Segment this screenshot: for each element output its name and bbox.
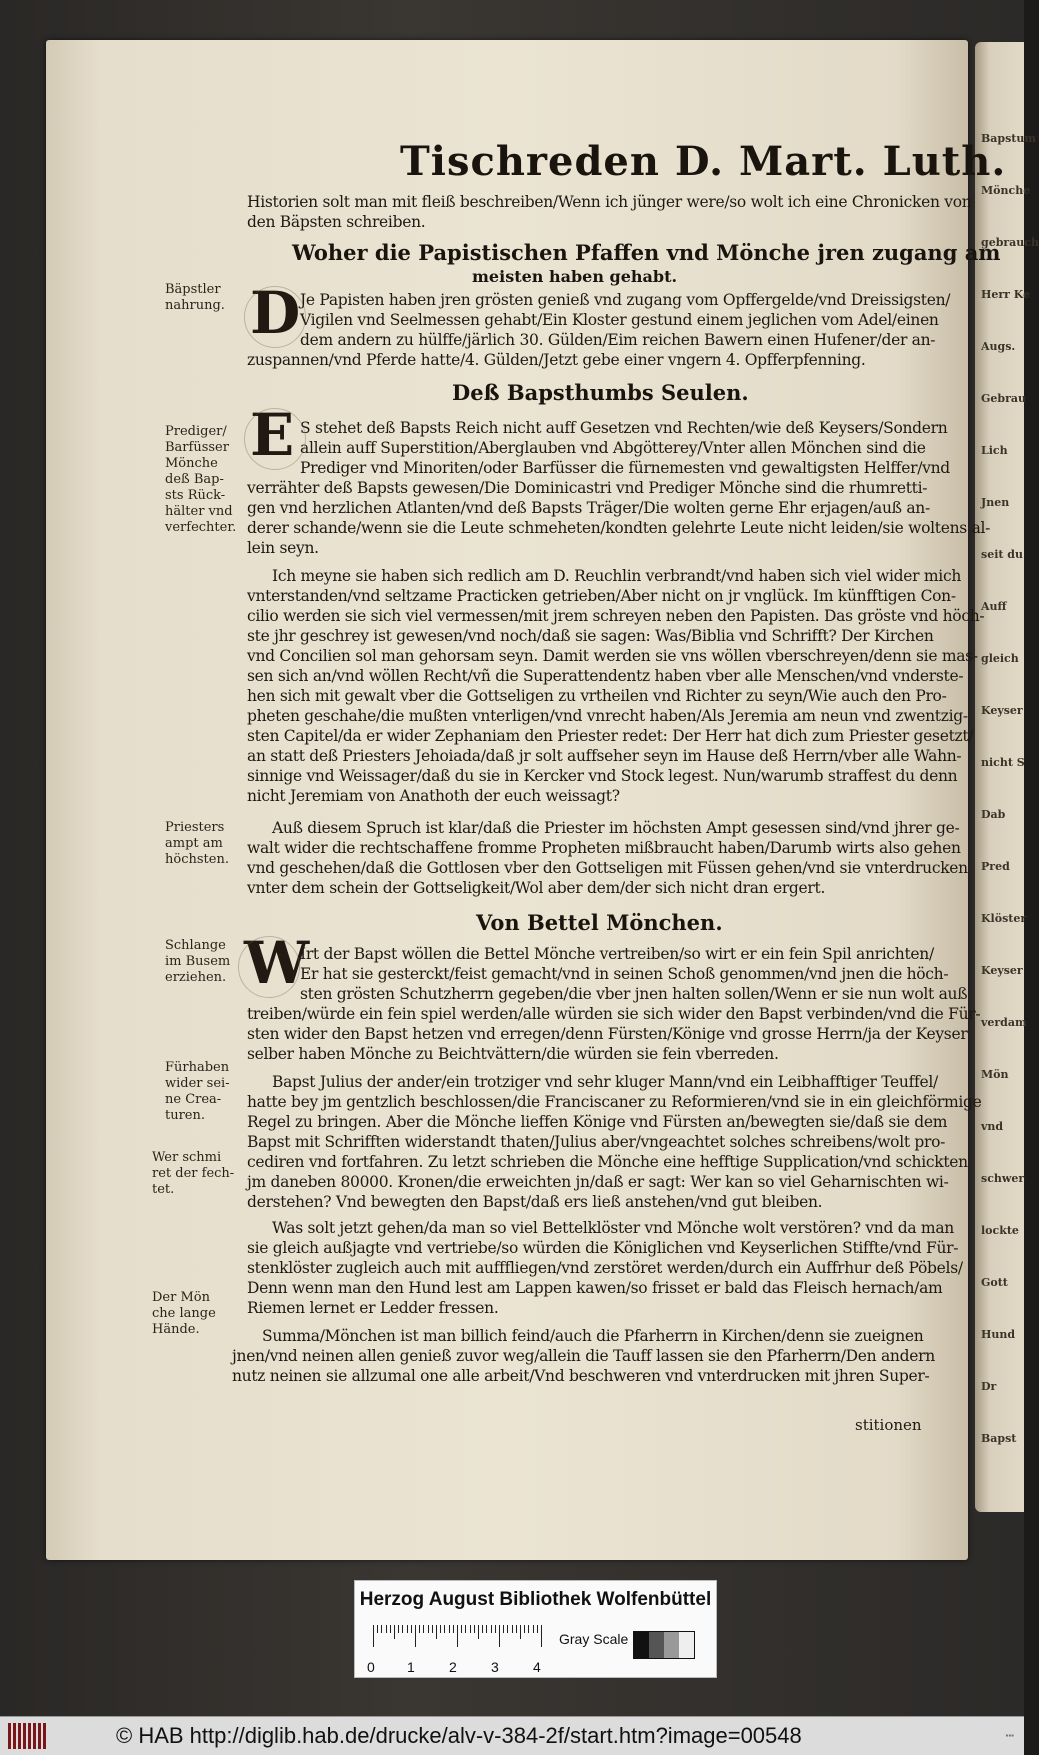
ruler-number: 4: [533, 1659, 541, 1675]
margin-note-line: Priesters: [165, 820, 225, 835]
adjacent-page-fragment: Dr: [981, 1380, 997, 1393]
ruler-tick: [524, 1625, 525, 1633]
adjacent-page-fragment: gleich: [981, 652, 1019, 665]
footer-dots: ▪▪▪: [1005, 1731, 1014, 1740]
text-line: zuspannen/vnd Pferde hatte/4. Gülden/Jetzt gebe einer vngern 4. Opfferpfenning.: [247, 351, 866, 369]
adjacent-page-fragment: Herr Ke: [981, 288, 1031, 301]
adjacent-page-fragment: Mönche: [981, 184, 1031, 197]
text-line: an statt deß Priesters Jehoiada/daß jr solt auffseher seyn im Hause deß Herrn/vber alle Wahn-: [247, 747, 962, 765]
ruler-tick: [407, 1625, 408, 1633]
ruler-tick: [499, 1625, 500, 1647]
text-line: nutz neinen sie allzumal one alle arbeit/Vnd beschweren vnd vnterdrucken mit jhren Super-: [232, 1367, 930, 1385]
text-line: cilio werden sie sich viel vermessen/mit jrem schreyen neben den Papisten. Das gröste vnd höch-: [247, 607, 985, 625]
text-line: sinnige vnd Weissager/daß du sie in Kercker vnd Stock legest. Nun/warumb straffest du denn: [247, 767, 958, 785]
text-line: jm daneben 80000. Kronen/die erweichten jn/daß er sagt: Wer kan so viel Geharnischten wi-: [247, 1173, 949, 1191]
ruler-tick: [398, 1625, 399, 1633]
text-line: Regel zu bringen. Aber die Mönche lieffen Könige vnd Fürsten an/bewegten sie/daß sie dem: [247, 1113, 948, 1131]
adjacent-page-fragment: Jnen: [981, 496, 1010, 509]
ruler-tick: [390, 1625, 391, 1633]
margin-note-line: höchsten.: [165, 852, 229, 867]
adjacent-page-fragment: lockte: [981, 1224, 1019, 1237]
ruler-tick: [377, 1625, 378, 1633]
text-line: lein seyn.: [247, 539, 319, 557]
adjacent-page-fragment: vnd: [981, 1120, 1004, 1133]
text-line: Bapst Julius der ander/ein trotziger vnd sehr kluger Mann/vnd ein Leibhafftiger Teuffel/: [272, 1073, 938, 1091]
margin-note-line: ret der fech-: [152, 1166, 235, 1181]
ruler-tick: [533, 1625, 534, 1633]
ruler-tick: [453, 1625, 454, 1633]
ruler-tick: [402, 1625, 403, 1633]
text-line: stenklöster zugleich auch mit aufffliegen/vnd zerstöret werden/durch ein Auffrhur deß Pöbels/: [247, 1259, 963, 1277]
text-line: Prediger vnd Minoriten/oder Barfüsser die fürnemesten vnd gewaltigsten Helffer/vnd: [300, 459, 950, 477]
text-line: allein auff Superstition/Aberglauben vnd Abgötterey/Vnter allen Mönchen sind die: [300, 439, 926, 457]
margin-note-line: Hände.: [152, 1322, 200, 1337]
text-line: treiben/würde ein fein spiel werden/alle würden sie sich wider den Bapst verbinden/vnd die Für-: [247, 1005, 981, 1023]
drop-cap: D: [250, 279, 301, 347]
section-heading-cont: meisten haben gehabt.: [472, 267, 678, 286]
ruler-tick: [411, 1625, 412, 1633]
running-header: Tischreden D. Mart. Luth.: [400, 138, 1007, 185]
gray-scale-swatch: [633, 1631, 695, 1659]
adjacent-page-fragment: schwer: [981, 1172, 1025, 1185]
margin-note-line: che lange: [152, 1306, 216, 1321]
adjacent-page-fragment: Bapst: [981, 1432, 1017, 1445]
ruler-tick: [432, 1625, 433, 1633]
margin-note-line: tet.: [152, 1182, 175, 1197]
text-line: Riemen lernet er Ledder fressen.: [247, 1299, 499, 1317]
adjacent-page-fragment: Bapstum: [981, 132, 1037, 145]
ruler-tick: [503, 1625, 504, 1633]
adjacent-page-fragment: Gott: [981, 1276, 1008, 1289]
ruler-tick: [491, 1625, 492, 1633]
text-line: verrähter deß Bapsts gewesen/Die Dominicastri vnd Prediger Mönche sind die rhumretti-: [247, 479, 928, 497]
text-line: Irt der Bapst wöllen die Bettel Mönche vertreiben/so wirt er ein fein Spil anrichten/: [300, 945, 934, 963]
margin-note-line: Prediger/: [165, 424, 227, 439]
hab-logo-icon: [8, 1723, 46, 1749]
ruler-tick: [428, 1625, 429, 1633]
margin-note-line: Der Mön: [152, 1290, 210, 1305]
ruler-tick: [381, 1625, 382, 1633]
margin-note-line: turen.: [165, 1108, 206, 1123]
ruler-tick: [537, 1625, 538, 1633]
ruler-tick: [512, 1625, 513, 1633]
ruler-tick: [465, 1625, 466, 1633]
ruler-tick: [482, 1625, 483, 1633]
ruler-tick: [394, 1625, 395, 1639]
margin-note-line: ne Crea-: [165, 1092, 222, 1107]
text-line: sten Capitel/da er wider Zephaniam den Priester redet: Der Herr hat dich zum Priester gesetzt/: [247, 727, 974, 745]
text-line: ste jhr geschrey ist gewesen/vnd noch/daß sie sagen: Was/Biblia vnd Schrifft? Der Kirchen: [247, 627, 934, 645]
text-line: dem andern zu hülffe/järlich 30. Gülden/Eim reichen Bawern einen Hufener/der an-: [300, 331, 936, 349]
text-line: hen sich mit gewalt vber die Gottseligen zu vrtheilen vnd Richter zu seyn/Wie auch den Pro-: [247, 687, 947, 705]
section-heading: Woher die Papistischen Pfaffen vnd Mönche jren zugang am: [292, 240, 1001, 265]
text-line: vnd geschehen/daß die Gottlosen vber den Gottseligen mit Füssen gehen/vnd sie vnterdrucken: [247, 859, 968, 877]
footer-copyright-url[interactable]: © HAB http://diglib.hab.de/drucke/alv-v-384-2f/start.htm?image=00548: [116, 1723, 802, 1748]
text-line: Auß diesem Spruch ist klar/daß die Priester im höchsten Ampt gesessen sind/vnd jhrer ge-: [272, 819, 960, 837]
text-line: sen sich an/vnd wöllen Recht/vñ die Superattendentz haben vber alle Menschen/vnd vnderste-: [247, 667, 964, 685]
margin-note-line: Wer schmi: [152, 1150, 222, 1165]
ruler-tick: [444, 1625, 445, 1633]
text-line: Denn wenn man den Hund lest am Lappen kawen/so frisset er bald das Fleisch hernach/am: [247, 1279, 943, 1297]
text-line: den Bäpsten schreiben.: [247, 213, 426, 231]
ruler-tick: [373, 1625, 374, 1647]
text-line: Was solt jetzt gehen/da man so viel Bettelklöster vnd Mönche wolt verstören? vnd da man: [272, 1219, 954, 1237]
adjacent-page-fragment: Klöster: [981, 912, 1027, 925]
section-heading: Von Bettel Mönchen.: [476, 910, 723, 935]
text-line: sten grösten Schutzherrn gegeben/die vber jnen halten sollen/Wenn er sie nun wolt auß: [300, 985, 968, 1003]
text-line: Summa/Mönchen ist man billich feind/auch die Pfarherrn in Kirchen/denn sie zueignen: [262, 1327, 924, 1345]
ruler-tick: [415, 1625, 416, 1647]
ruler-tick: [423, 1625, 424, 1633]
library-label: [354, 1580, 717, 1678]
text-line: gen vnd herzlichen Atlanten/vnd deß Bapsts Träger/Die wolten gerne Ehr erjagen/auß an-: [247, 499, 930, 517]
margin-note-line: sts Rück-: [165, 488, 226, 503]
text-line: Er hat sie gesterckt/feist gemacht/vnd in seinen Schoß genommen/vnd jnen die höch-: [300, 965, 949, 983]
ruler-tick: [478, 1625, 479, 1639]
margin-note-line: erziehen.: [165, 970, 227, 985]
margin-note-line: Barfüsser: [165, 440, 229, 455]
ruler-tick: [457, 1625, 458, 1647]
margin-note-line: Schlange: [165, 938, 226, 953]
text-line: selber haben Mönche zu Beichtvättern/die würden sie fein vberreden.: [247, 1045, 779, 1063]
ruler-tick: [449, 1625, 450, 1633]
library-name: Herzog August Bibliothek Wolfenbüttel: [359, 1589, 712, 1610]
text-line: derer schande/wenn sie die Leute schmeheten/kondten gelehrte Leute nicht leiden/sie woltens al-: [247, 519, 991, 537]
margin-note-line: verfechter.: [165, 520, 237, 535]
text-line: Vigilen vnd Seelmessen gehabt/Ein Kloster gestund einem jeglichen vom Adel/einen: [300, 311, 939, 329]
gray-scale-label: Gray Scale: [559, 1631, 629, 1647]
text-line: vnterstanden/vnd seltzame Practicken getrieben/Aber nicht on jr vnglück. Im künfftigen Con-: [247, 587, 956, 605]
ruler-tick: [470, 1625, 471, 1633]
adjacent-page-fragment: Pred: [981, 860, 1010, 873]
ruler-number: 3: [491, 1659, 499, 1675]
text-line: Ich meyne sie haben sich redlich am D. Reuchlin verbrandt/vnd haben sich viel wider mich: [272, 567, 962, 585]
text-line: cediren vnd fortfahren. Zu letzt schrieben die Mönche eine hefftige Supplication/vnd schickten: [247, 1153, 968, 1171]
margin-note-line: deß Bap-: [165, 472, 224, 487]
ruler-tick: [528, 1625, 529, 1633]
adjacent-page-fragment: gebrauch: [981, 236, 1039, 249]
margin-note-line: nahrung.: [165, 298, 225, 313]
text-line: walt wider die rechtschaffene fromme Propheten mißbraucht haben/Darumb wirts also gehen: [247, 839, 961, 857]
drop-cap: E: [250, 401, 295, 469]
ruler-tick: [474, 1625, 475, 1633]
text-line: sie gleich außjagte vnd vertriebe/so würden die Königlichen vnd Keyserlichen Stiffte/vnd Für-: [247, 1239, 959, 1257]
adjacent-page-fragment: verdam: [981, 1016, 1027, 1029]
margin-note-line: hälter vnd: [165, 504, 233, 519]
adjacent-page-fragment: Keyser: [981, 964, 1023, 977]
text-line: sten wider den Bapst hetzen vnd erregen/denn Fürsten/Könige vnd grosse Herrn/ja der Keyser: [247, 1025, 968, 1043]
adjacent-page-fragment: Gebrau: [981, 392, 1027, 405]
text-line: hatte bey jm gentzlich beschlossen/die Franciscaner zu Reformieren/vnd sie in ein gleichförmige: [247, 1093, 982, 1111]
text-line: vnter dem schein der Gottseligkeit/Wol aber dem/der sich nicht dran ergert.: [247, 879, 826, 897]
ruler-number: 0: [367, 1659, 375, 1675]
ruler-tick: [386, 1625, 387, 1633]
adjacent-page-fragment: Lich: [981, 444, 1008, 457]
adjacent-page-fragment: nicht S: [981, 756, 1025, 769]
adjacent-page-fragment: Keyser: [981, 704, 1023, 717]
text-line: jnen/vnd neinen allen genieß zuvor weg/allein die Tauff lassen sie den Pfarherrn/Den andern: [232, 1347, 935, 1365]
ruler-tick: [461, 1625, 462, 1633]
footer-bar: [0, 1716, 1024, 1755]
ruler-tick: [486, 1625, 487, 1633]
ruler-tick: [520, 1625, 521, 1639]
margin-note-line: wider sei-: [165, 1076, 230, 1091]
margin-note-line: Bäpstler: [165, 282, 221, 297]
margin-note-line: Mönche: [165, 456, 218, 471]
adjacent-page-fragment: seit du: [981, 548, 1023, 561]
ruler-tick: [495, 1625, 496, 1633]
ruler-tick: [541, 1625, 542, 1647]
margin-note-line: Fürhaben: [165, 1060, 230, 1075]
text-line: vnd Concilien sol man gehorsam seyn. Damit werden sie vns wöllen vberschreyen/denn sie mas-: [247, 647, 978, 665]
section-heading: Deß Bapsthumbs Seulen.: [452, 380, 749, 405]
ruler-number: 2: [449, 1659, 457, 1675]
adjacent-page-fragment: Auff: [981, 600, 1007, 613]
ruler-tick: [436, 1625, 437, 1639]
ruler-tick: [516, 1625, 517, 1633]
text-line: derstehen? Vnd bewegten den Bapst/daß ers ließ anstehen/vnd gut bleiben.: [247, 1193, 823, 1211]
adjacent-page-fragment: Hund: [981, 1328, 1016, 1341]
catchword: stitionen: [855, 1416, 922, 1434]
text-line: nicht Jeremiam von Anathoth der euch weissagt?: [247, 787, 620, 805]
text-line: Je Papisten haben jren grösten genieß vnd zugang vom Opffergelde/vnd Dreissigsten/: [300, 291, 951, 309]
scale-ruler: [373, 1625, 563, 1647]
adjacent-page-fragment: Augs.: [981, 340, 1016, 353]
margin-note-line: im Busem: [165, 954, 231, 969]
text-line: Bapst mit Schrifften widerstandt thaten/Julius aber/vngeachtet solches schreibens/wolt pro-: [247, 1133, 946, 1151]
margin-note-line: ampt am: [165, 836, 223, 851]
text-line: pheten geschahe/die mußten vnterligen/vnd vnrecht haben/Als Jeremia am neun vnd zwentzig-: [247, 707, 968, 725]
text-line: S stehet deß Bapsts Reich nicht auff Gesetzen vnd Rechten/wie deß Keysers/Sondern: [300, 419, 948, 437]
ruler-tick: [507, 1625, 508, 1633]
ruler-tick: [419, 1625, 420, 1633]
text-line: Historien solt man mit fleiß beschreiben/Wenn ich jünger were/so wolt ich eine Chronicken von: [247, 193, 972, 211]
adjacent-page-fragment: Dab: [981, 808, 1006, 821]
adjacent-page-fragment: Mön: [981, 1068, 1009, 1081]
ruler-number: 1: [407, 1659, 415, 1675]
drop-cap: W: [244, 929, 310, 997]
ruler-tick: [440, 1625, 441, 1633]
